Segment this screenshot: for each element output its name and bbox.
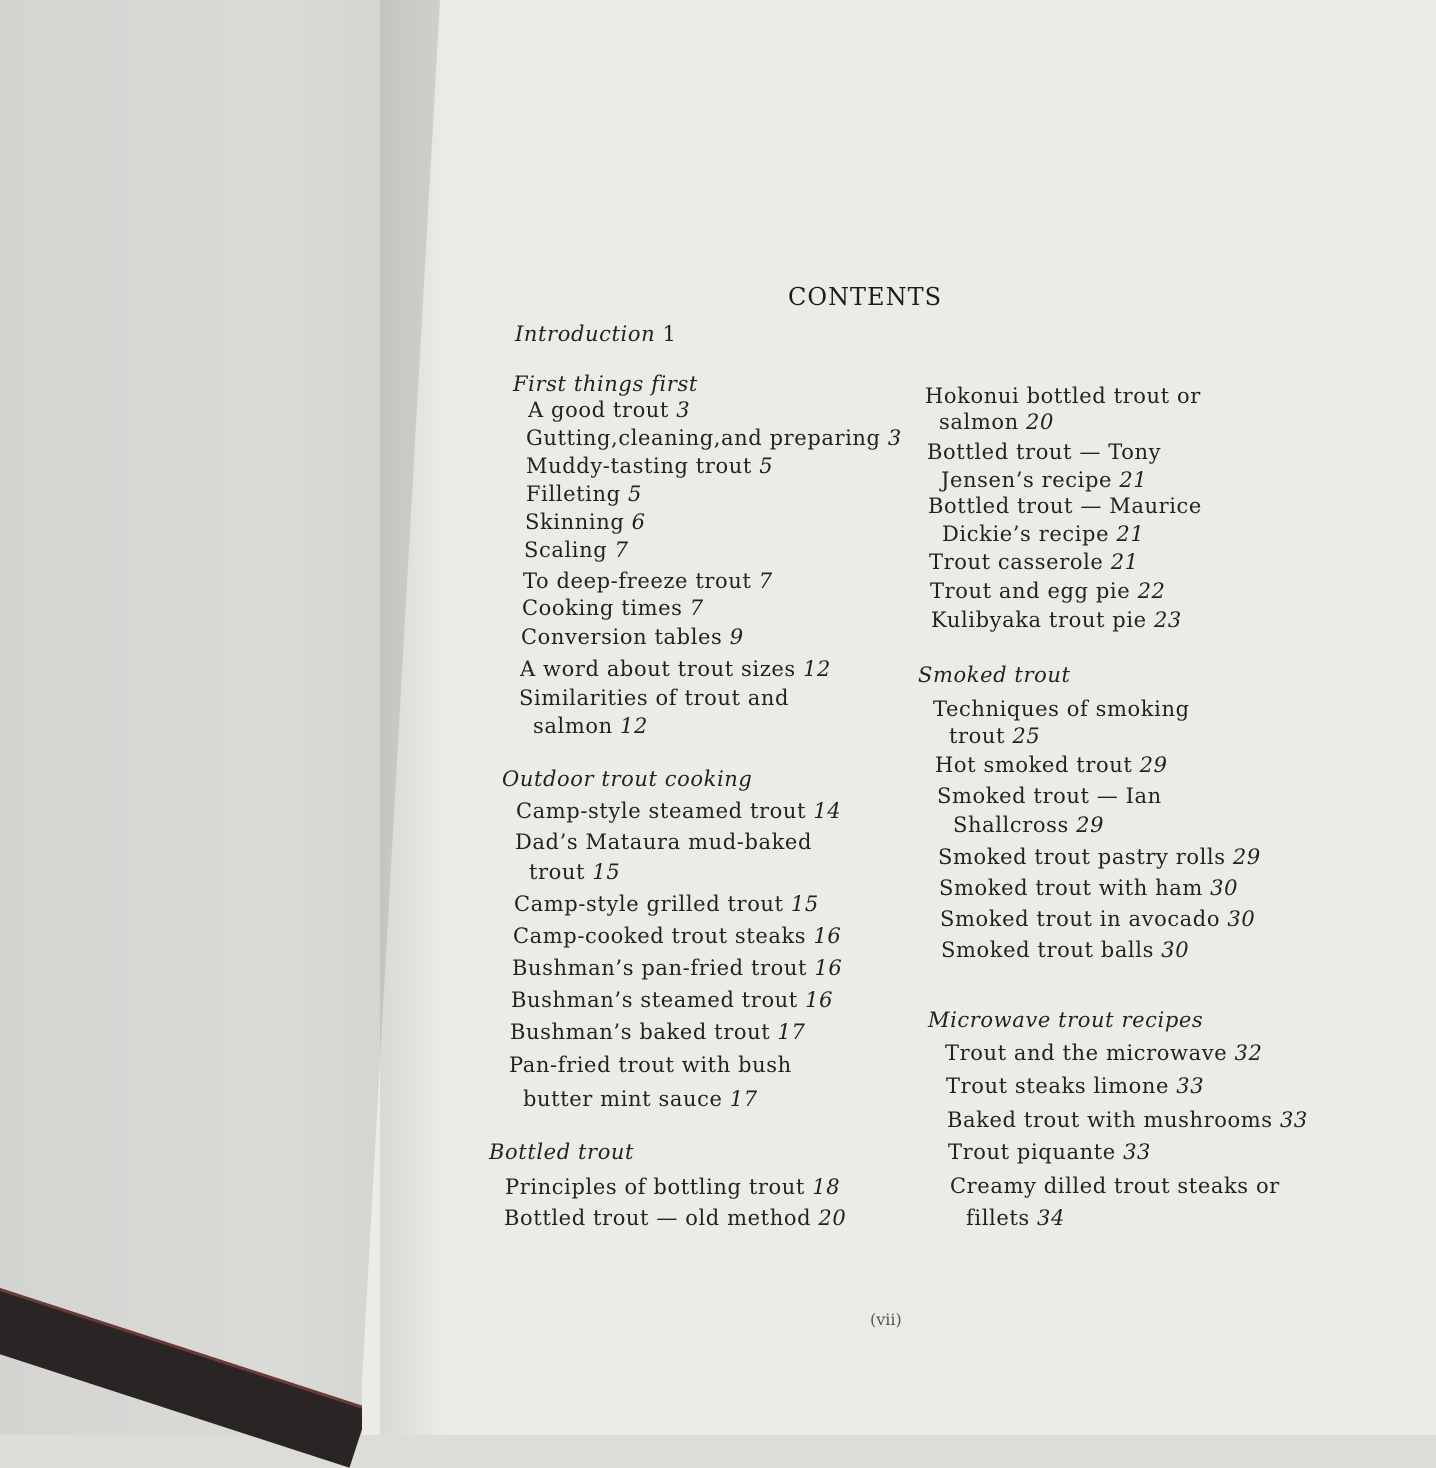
toc-page-number: 34 [1037, 1206, 1065, 1230]
toc-page-number: 29 [1139, 753, 1168, 777]
toc-section-heading [513, 372, 698, 396]
toc-page-number: 12 [619, 714, 648, 738]
toc-entry [515, 830, 812, 854]
toc-page-number: 16 [813, 924, 842, 948]
contents-title: CONTENTS [788, 283, 943, 311]
toc-entry-title: Dickie’s recipe [942, 522, 1110, 546]
toc-entry-title: Smoked trout with ham [939, 876, 1203, 900]
toc-entry-title: Smoked trout — Ian [937, 784, 1162, 808]
page-gutter-shadow [380, 0, 450, 1435]
toc-page-number: 20 [818, 1206, 847, 1230]
toc-page-number: 7 [689, 596, 704, 620]
toc-entry-title: Trout and egg pie [930, 579, 1131, 603]
toc-entry [938, 845, 1261, 869]
toc-section-heading [515, 322, 676, 346]
toc-page-number: 30 [1161, 938, 1190, 962]
toc-entry-title: Baked trout with mushrooms [947, 1108, 1273, 1132]
toc-entry [942, 522, 1144, 546]
toc-entry [523, 1087, 758, 1111]
toc-entry-title: Trout piquante [948, 1140, 1116, 1164]
toc-entry [510, 1020, 805, 1044]
toc-page-number: 3 [676, 398, 691, 422]
toc-entry-title: Bottled trout — old method [504, 1206, 812, 1230]
toc-entry-title: Gutting,cleaning,and preparing [526, 426, 881, 450]
toc-entry [526, 454, 773, 478]
toc-entry [946, 1074, 1204, 1098]
toc-entry [939, 876, 1238, 900]
toc-entry [504, 1206, 846, 1230]
toc-page-number: 29 [1076, 813, 1105, 837]
toc-entry [927, 440, 1161, 464]
toc-page-number: 33 [1279, 1108, 1308, 1132]
toc-entry [929, 550, 1139, 574]
toc-entry-title: butter mint sauce [523, 1087, 723, 1111]
toc-entry-title: Trout steaks limone [946, 1074, 1170, 1098]
toc-entry-title: Bushman’s steamed trout [511, 988, 798, 1012]
toc-entry-title: Microwave trout recipes [928, 1008, 1204, 1032]
toc-entry [526, 482, 642, 506]
toc-entry-title: A good trout [528, 398, 669, 422]
toc-page-number: 5 [627, 482, 642, 506]
toc-entry [939, 410, 1054, 434]
toc-entry [516, 799, 841, 823]
toc-entry [528, 398, 690, 422]
toc-page-number: 33 [1176, 1074, 1205, 1098]
toc-entry-title: Creamy dilled trout steaks or [950, 1174, 1280, 1198]
toc-page-number: 12 [803, 657, 831, 681]
toc-entry [525, 510, 646, 534]
toc-entry-title: Camp-style grilled trout [514, 892, 784, 916]
toc-entry [519, 686, 789, 710]
toc-entry-title: Cooking times [522, 596, 683, 620]
toc-page-number: 17 [777, 1020, 806, 1044]
toc-page-number: 6 [631, 510, 646, 534]
toc-entry-title: Bottled trout [489, 1140, 635, 1164]
toc-entry-title: Bottled trout — Tony [927, 440, 1162, 464]
toc-page-number: 20 [1025, 410, 1054, 434]
toc-entry [522, 596, 704, 620]
toc-entry-title: Shallcross [953, 813, 1069, 837]
toc-entry [529, 860, 620, 884]
toc-entry-title: A word about trout sizes [520, 657, 796, 681]
toc-section-heading [489, 1140, 634, 1164]
toc-entry [509, 1053, 792, 1077]
page-number: (vii) [870, 1310, 902, 1329]
toc-entry [925, 384, 1201, 408]
toc-entry [948, 1140, 1151, 1164]
toc-entry-title: trout [529, 860, 586, 884]
toc-entry-title: Similarities of trout and [519, 686, 790, 710]
toc-entry-title: To deep-freeze trout [523, 569, 752, 593]
toc-entry-title: Camp-cooked trout steaks [513, 924, 807, 948]
toc-page-number: 17 [729, 1087, 758, 1111]
toc-section-heading [502, 767, 752, 791]
toc-entry [933, 697, 1190, 721]
toc-page-number: 32 [1234, 1041, 1263, 1065]
toc-entry [931, 608, 1182, 632]
toc-entry [520, 657, 831, 681]
toc-entry-title: Bushman’s baked trout [510, 1020, 771, 1044]
toc-page-number: 1 [662, 322, 677, 346]
toc-page-number: 29 [1232, 845, 1261, 869]
toc-entry [524, 538, 629, 562]
toc-entry [937, 784, 1162, 808]
toc-entry-title: Trout and the microwave [945, 1041, 1228, 1065]
toc-entry [512, 956, 842, 980]
toc-entry-title: Scaling [524, 538, 608, 562]
toc-entry-title: Skinning [525, 510, 625, 534]
toc-page-number: 14 [813, 799, 842, 823]
toc-entry [928, 494, 1202, 518]
toc-entry-title: Trout casserole [929, 550, 1104, 574]
toc-page-number: 3 [887, 426, 902, 450]
toc-entry [514, 892, 819, 916]
toc-page-number: 30 [1227, 907, 1256, 931]
toc-entry-title: Smoked trout pastry rolls [938, 845, 1226, 869]
toc-entry-title: Hot smoked trout [935, 753, 1133, 777]
toc-page-number: 21 [1110, 550, 1139, 574]
toc-entry-title: Camp-style steamed trout [516, 799, 807, 823]
toc-page-number: 25 [1012, 724, 1041, 748]
toc-entry [935, 753, 1168, 777]
toc-page-number: 30 [1210, 876, 1239, 900]
toc-entry [941, 938, 1189, 962]
toc-entry [966, 1206, 1065, 1230]
toc-entry-title: fillets [966, 1206, 1030, 1230]
toc-entry-title: Muddy-tasting trout [526, 454, 752, 478]
toc-entry-title: Conversion tables [521, 625, 723, 649]
toc-entry-title: Smoked trout [918, 663, 1071, 687]
toc-section-heading [918, 663, 1071, 687]
toc-entry [953, 813, 1104, 837]
toc-entry [513, 924, 841, 948]
toc-entry-title: Introduction [515, 322, 656, 346]
toc-entry [947, 1108, 1308, 1132]
toc-entry-title: Hokonui bottled trout or [925, 384, 1201, 408]
toc-entry [526, 426, 902, 450]
toc-page-number: 7 [614, 538, 629, 562]
toc-entry-title: Kulibyaka trout pie [931, 608, 1147, 632]
toc-entry-title: Principles of bottling trout [505, 1175, 805, 1199]
toc-entry-title: Techniques of smoking [933, 697, 1190, 721]
toc-page-number: 16 [805, 988, 834, 1012]
toc-entry-title: Dad’s Mataura mud-baked [515, 830, 813, 854]
toc-entry [930, 579, 1165, 603]
toc-entry [521, 625, 744, 649]
toc-page-number: 16 [814, 956, 843, 980]
toc-entry-title: salmon [939, 410, 1019, 434]
toc-entry-title: salmon [533, 714, 613, 738]
toc-entry [533, 714, 648, 738]
toc-page-number: 22 [1137, 579, 1166, 603]
toc-entry-title: Smoked trout balls [941, 938, 1154, 962]
toc-entry-title: Smoked trout in avocado [940, 907, 1221, 931]
toc-page-number: 15 [592, 860, 621, 884]
toc-entry-title: Bushman’s pan-fried trout [512, 956, 808, 980]
toc-entry [941, 468, 1147, 492]
toc-entry-title: Bottled trout — Maurice [928, 494, 1202, 518]
toc-section-heading [928, 1008, 1203, 1032]
toc-page-number: 15 [790, 892, 819, 916]
toc-page-number: 9 [729, 625, 744, 649]
toc-entry-title: Jensen’s recipe [941, 468, 1113, 492]
toc-page-number: 18 [812, 1175, 841, 1199]
toc-page-number: 5 [759, 454, 774, 478]
toc-entry-title: Filleting [526, 482, 621, 506]
toc-entry-title: trout [949, 724, 1006, 748]
toc-page-number: 21 [1119, 468, 1148, 492]
toc-entry-title: First things first [513, 372, 698, 396]
toc-entry [945, 1041, 1262, 1065]
toc-page-number: 33 [1123, 1140, 1151, 1164]
toc-entry [940, 907, 1255, 931]
toc-entry [505, 1175, 840, 1199]
toc-entry-title: Pan-fried trout with bush [509, 1053, 792, 1077]
toc-entry [949, 724, 1040, 748]
toc-entry [511, 988, 833, 1012]
toc-entry [950, 1174, 1280, 1198]
toc-entry [523, 569, 773, 593]
toc-page-number: 7 [758, 569, 773, 593]
toc-entry-title: Outdoor trout cooking [502, 767, 753, 791]
toc-page-number: 23 [1153, 608, 1182, 632]
toc-page-number: 21 [1116, 522, 1145, 546]
